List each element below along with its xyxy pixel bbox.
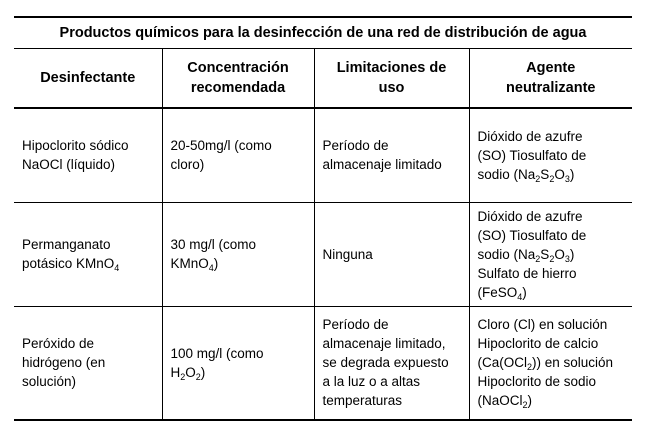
cell-text: Dióxido de azufre xyxy=(477,128,583,144)
cell-text: Permanganato xyxy=(22,237,111,252)
cell-text: a la luz o a altas xyxy=(322,374,421,390)
header-limitations xyxy=(314,49,469,109)
header-agent-line1: Agente xyxy=(526,60,576,76)
subscript: 2 xyxy=(535,173,541,184)
table-row xyxy=(14,202,632,306)
cell-text: hidrógeno (en xyxy=(22,355,106,371)
cell-text: Período de xyxy=(322,138,389,154)
cell-disinfectant xyxy=(14,108,162,202)
cell-text: KMnO xyxy=(170,256,209,271)
cell-text: almacenaje limitado xyxy=(322,157,442,173)
subscript: 2 xyxy=(195,371,201,382)
chemical-disinfection-table xyxy=(14,16,632,421)
cell-disinfectant xyxy=(14,202,162,306)
header-concentration-line1: Concentración xyxy=(187,60,289,76)
cell-limitations xyxy=(314,202,469,306)
cell-text: Ninguna xyxy=(322,246,373,262)
header-agent xyxy=(469,49,632,109)
header-agent-line2: neutralizante xyxy=(506,80,596,96)
cell-formula-line xyxy=(171,363,306,382)
cell-formula-line xyxy=(171,254,306,273)
subscript: 2 xyxy=(549,253,555,264)
cell-text: Hipoclorito de sodio xyxy=(477,374,597,390)
cell-text: (FeSO xyxy=(477,284,518,300)
cell-text: ) xyxy=(527,393,533,409)
subscript: 4 xyxy=(114,263,120,273)
cell-text: )) en solución xyxy=(532,355,614,371)
cell-text: sodio (Na xyxy=(477,246,536,262)
header-limitations-line2: uso xyxy=(378,80,405,96)
subscript: 3 xyxy=(564,173,570,184)
cell-text: temperaturas xyxy=(322,393,403,409)
cell-text: Cloro (Cl) en solución xyxy=(477,317,608,333)
cell-concentration xyxy=(162,108,314,202)
subscript: 3 xyxy=(564,253,570,264)
cell-formula-line xyxy=(478,391,625,410)
cell-text: O xyxy=(554,166,565,182)
subscript: 2 xyxy=(522,400,528,411)
subscript: 2 xyxy=(180,371,186,382)
subscript: 2 xyxy=(549,173,555,184)
cell-concentration xyxy=(162,306,314,420)
cell-text: NaOCl (líquido) xyxy=(22,157,116,173)
cell-text: se degrada expuesto xyxy=(322,355,449,371)
cell-text: solución) xyxy=(22,374,77,390)
table-title: Productos químicos para la desinfección de una red de distribución de agua xyxy=(14,17,632,49)
cell-text: ) xyxy=(522,284,527,300)
header-concentration xyxy=(162,49,314,109)
cell-limitations xyxy=(314,306,469,420)
header-concentration-line2: recomendada xyxy=(190,80,286,96)
subscript: 2 xyxy=(535,253,541,264)
cell-agent xyxy=(469,306,632,420)
cell-formula-line xyxy=(478,165,625,184)
cell-limitations xyxy=(314,108,469,202)
cell-formula-line xyxy=(478,283,625,302)
cell-text: ) xyxy=(569,246,575,262)
cell-text: Sulfato de hierro xyxy=(477,265,577,281)
cell-text: S xyxy=(540,246,550,262)
cell-text: (Ca(OCl xyxy=(477,355,527,371)
table-row xyxy=(14,108,632,202)
cell-text: O xyxy=(554,246,565,262)
header-limitations-line1: Limitaciones de xyxy=(336,60,447,76)
cell-text: sodio (Na xyxy=(477,166,536,182)
cell-formula-line xyxy=(478,245,625,264)
cell-text: Período de xyxy=(322,317,389,333)
cell-concentration xyxy=(162,202,314,306)
cell-text: (SO) Tiosulfato de xyxy=(477,147,587,163)
cell-text: ) xyxy=(200,364,206,380)
header-disinfectant-text: Desinfectante xyxy=(40,70,136,86)
cell-text: ) xyxy=(569,166,575,182)
cell-text: (NaOCl xyxy=(477,393,523,409)
cell-text: Dióxido de azufre xyxy=(477,208,583,224)
cell-text: (SO) Tiosulfato de xyxy=(477,227,587,243)
subscript: 2 xyxy=(527,362,533,373)
cell-text: 20-50mg/l (como xyxy=(170,138,272,154)
table-title-row xyxy=(14,17,632,49)
header-disinfectant xyxy=(14,49,162,109)
cell-text: cloro) xyxy=(170,157,205,173)
cell-text: S xyxy=(540,166,550,182)
cell-text: Hipoclorito sódico xyxy=(22,138,129,154)
subscript: 4 xyxy=(517,291,523,302)
table-header-row xyxy=(14,49,632,109)
cell-text: 100 mg/l (como xyxy=(170,345,264,361)
cell-formula-line xyxy=(478,353,625,372)
subscript: 4 xyxy=(208,263,214,273)
cell-disinfectant xyxy=(14,306,162,420)
cell-text: ) xyxy=(213,256,219,271)
cell-text: potásico KMnO xyxy=(22,256,115,271)
cell-text: almacenaje limitado, xyxy=(322,336,446,352)
table-row xyxy=(14,306,632,420)
cell-agent xyxy=(469,108,632,202)
cell-text: O xyxy=(185,364,196,380)
cell-text: Hipoclorito de calcio xyxy=(477,336,599,352)
cell-formula-line xyxy=(22,254,154,273)
cell-agent xyxy=(469,202,632,306)
cell-text: 30 mg/l (como xyxy=(170,237,257,252)
cell-text: Peróxido de xyxy=(22,336,95,352)
cell-text: H xyxy=(170,364,181,380)
